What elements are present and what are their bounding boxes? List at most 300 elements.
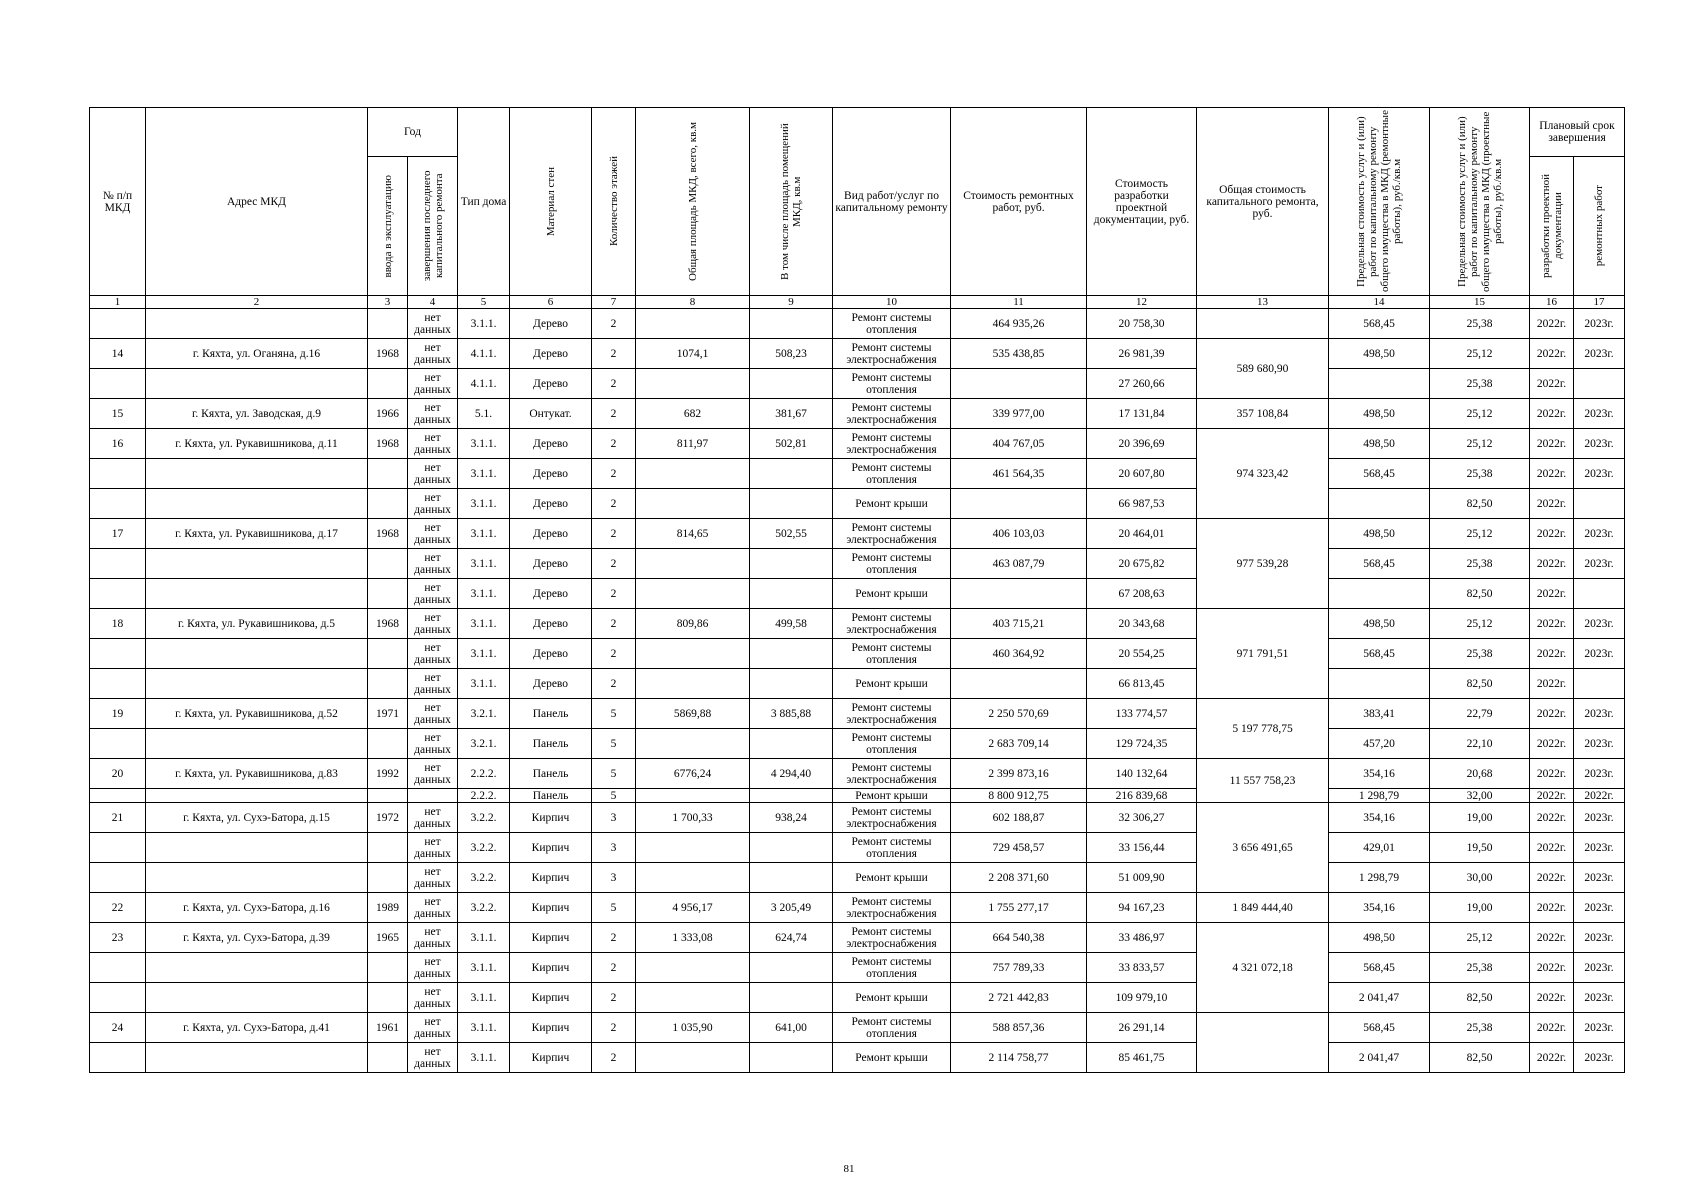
cell-floor-count: 2 xyxy=(592,579,636,609)
cell-address xyxy=(146,489,368,519)
cell-floor-count: 2 xyxy=(592,669,636,699)
cell-year-last-repair: нет данных xyxy=(408,429,458,459)
table-row xyxy=(90,923,1625,953)
column-number: 16 xyxy=(1530,296,1574,309)
cell-total-cost: 977 539,28 xyxy=(1197,519,1329,609)
cell-year-commissioned xyxy=(368,459,408,489)
column-number: 12 xyxy=(1087,296,1197,309)
col-header-plan-repair: ремонтных работ xyxy=(1574,157,1625,296)
cell-plan-repair-year: 2023г. xyxy=(1574,339,1625,369)
cell-work-type: Ремонт крыши xyxy=(833,863,951,893)
cell-total-area: 1 700,33 xyxy=(636,803,750,833)
cell-limit-repair: 498,50 xyxy=(1329,339,1430,369)
cell-floor-count: 3 xyxy=(592,863,636,893)
cell-year-last-repair: нет данных xyxy=(408,399,458,429)
cell-floor-count: 3 xyxy=(592,803,636,833)
cell-house-type: 3.2.1. xyxy=(458,729,510,759)
cell-row-number: 19 xyxy=(90,699,146,729)
cell-year-last-repair: нет данных xyxy=(408,369,458,399)
column-number: 2 xyxy=(146,296,368,309)
cell-plan-design-year: 2022г. xyxy=(1530,639,1574,669)
cell-year-last-repair: нет данных xyxy=(408,953,458,983)
cell-repair-cost: 339 977,00 xyxy=(951,399,1087,429)
cell-address xyxy=(146,729,368,759)
cell-plan-repair-year: 2023г. xyxy=(1574,459,1625,489)
cell-limit-design: 22,10 xyxy=(1430,729,1530,759)
cell-repair-cost: 757 789,33 xyxy=(951,953,1087,983)
cell-row-number: 14 xyxy=(90,339,146,369)
cell-wall-material: Дерево xyxy=(510,639,592,669)
cell-year-last-repair: нет данных xyxy=(408,893,458,923)
cell-row-number xyxy=(90,729,146,759)
cell-plan-repair-year: 2022г. xyxy=(1574,789,1625,803)
cell-living-area xyxy=(750,669,833,699)
cell-year-last-repair: нет данных xyxy=(408,669,458,699)
cell-wall-material: Дерево xyxy=(510,369,592,399)
cell-design-cost: 140 132,64 xyxy=(1087,759,1197,789)
cell-year-last-repair: нет данных xyxy=(408,459,458,489)
cell-design-cost: 129 724,35 xyxy=(1087,729,1197,759)
cell-wall-material: Кирпич xyxy=(510,1043,592,1073)
cell-plan-repair-year: 2023г. xyxy=(1574,609,1625,639)
table-row xyxy=(90,459,1625,489)
cell-living-area: 508,23 xyxy=(750,339,833,369)
column-number: 5 xyxy=(458,296,510,309)
column-number: 13 xyxy=(1197,296,1329,309)
cell-plan-design-year: 2022г. xyxy=(1530,893,1574,923)
cell-living-area xyxy=(750,953,833,983)
cell-year-last-repair: нет данных xyxy=(408,1013,458,1043)
cell-limit-design: 32,00 xyxy=(1430,789,1530,803)
cell-address xyxy=(146,1043,368,1073)
cell-repair-cost: 2 721 442,83 xyxy=(951,983,1087,1013)
cell-limit-repair xyxy=(1329,369,1430,399)
cell-plan-repair-year: 2023г. xyxy=(1574,699,1625,729)
cell-limit-repair: 1 298,79 xyxy=(1329,863,1430,893)
cell-year-last-repair: нет данных xyxy=(408,579,458,609)
cell-limit-design: 19,00 xyxy=(1430,803,1530,833)
cell-address xyxy=(146,669,368,699)
cell-plan-repair-year: 2023г. xyxy=(1574,833,1625,863)
cell-year-last-repair xyxy=(408,789,458,803)
table-row xyxy=(90,729,1625,759)
cell-repair-cost: 729 458,57 xyxy=(951,833,1087,863)
cell-address: г. Кяхта, ул. Рукавишникова, д.11 xyxy=(146,429,368,459)
cell-wall-material: Кирпич xyxy=(510,983,592,1013)
cell-floor-count: 2 xyxy=(592,369,636,399)
cell-work-type: Ремонт системы электроснабжения xyxy=(833,923,951,953)
cell-address xyxy=(146,459,368,489)
table-row xyxy=(90,369,1625,399)
cell-address xyxy=(146,579,368,609)
cell-living-area: 499,58 xyxy=(750,609,833,639)
cell-year-commissioned xyxy=(368,833,408,863)
cell-year-last-repair: нет данных xyxy=(408,519,458,549)
cell-plan-design-year: 2022г. xyxy=(1530,429,1574,459)
cell-living-area xyxy=(750,863,833,893)
cell-wall-material: Дерево xyxy=(510,309,592,339)
cell-floor-count: 2 xyxy=(592,1043,636,1073)
cell-house-type: 3.1.1. xyxy=(458,1013,510,1043)
cell-year-commissioned: 1972 xyxy=(368,803,408,833)
cell-address xyxy=(146,309,368,339)
cell-row-number xyxy=(90,1043,146,1073)
cell-house-type: 3.1.1. xyxy=(458,309,510,339)
cell-address xyxy=(146,639,368,669)
cell-limit-design: 25,12 xyxy=(1430,923,1530,953)
cell-repair-cost: 664 540,38 xyxy=(951,923,1087,953)
cell-repair-cost: 588 857,36 xyxy=(951,1013,1087,1043)
cell-repair-cost xyxy=(951,489,1087,519)
table-row xyxy=(90,579,1625,609)
cell-floor-count: 2 xyxy=(592,429,636,459)
cell-work-type: Ремонт крыши xyxy=(833,669,951,699)
column-number: 9 xyxy=(750,296,833,309)
cell-limit-repair: 354,16 xyxy=(1329,893,1430,923)
cell-total-cost xyxy=(1197,1013,1329,1073)
cell-row-number xyxy=(90,309,146,339)
cell-wall-material: Кирпич xyxy=(510,863,592,893)
cell-floor-count: 2 xyxy=(592,339,636,369)
cell-row-number xyxy=(90,863,146,893)
cell-year-last-repair: нет данных xyxy=(408,863,458,893)
cell-year-commissioned: 1968 xyxy=(368,519,408,549)
cell-living-area xyxy=(750,459,833,489)
cell-row-number xyxy=(90,639,146,669)
table-row xyxy=(90,893,1625,923)
cell-address xyxy=(146,953,368,983)
cell-limit-design: 25,38 xyxy=(1430,953,1530,983)
cell-floor-count: 2 xyxy=(592,549,636,579)
cell-work-type: Ремонт системы электроснабжения xyxy=(833,339,951,369)
cell-house-type: 4.1.1. xyxy=(458,339,510,369)
cell-design-cost: 51 009,90 xyxy=(1087,863,1197,893)
col-header-plan-design: разработки проектной документации xyxy=(1530,157,1574,296)
cell-year-commissioned xyxy=(368,369,408,399)
cell-work-type: Ремонт системы электроснабжения xyxy=(833,429,951,459)
cell-repair-cost: 461 564,35 xyxy=(951,459,1087,489)
cell-plan-repair-year: 2023г. xyxy=(1574,953,1625,983)
col-header-design-cost: Стоимость разработки проектной документации, руб. xyxy=(1087,108,1197,296)
cell-total-area xyxy=(636,459,750,489)
cell-row-number xyxy=(90,549,146,579)
table-row xyxy=(90,399,1625,429)
cell-plan-repair-year: 2023г. xyxy=(1574,893,1625,923)
cell-plan-repair-year: 2023г. xyxy=(1574,1043,1625,1073)
table-row xyxy=(90,489,1625,519)
column-number: 4 xyxy=(408,296,458,309)
table-row xyxy=(90,669,1625,699)
cell-design-cost: 20 675,82 xyxy=(1087,549,1197,579)
cell-year-last-repair: нет данных xyxy=(408,609,458,639)
table-row xyxy=(90,429,1625,459)
cell-living-area xyxy=(750,489,833,519)
cell-limit-repair: 1 298,79 xyxy=(1329,789,1430,803)
cell-limit-design: 25,38 xyxy=(1430,639,1530,669)
cell-house-type: 3.1.1. xyxy=(458,549,510,579)
cell-living-area: 3 205,49 xyxy=(750,893,833,923)
cell-address: г. Кяхта, ул. Рукавишникова, д.83 xyxy=(146,759,368,789)
cell-year-commissioned: 1971 xyxy=(368,699,408,729)
cell-floor-count: 5 xyxy=(592,729,636,759)
col-header-year-in: ввода в эксплуатацию xyxy=(368,157,408,296)
cell-house-type: 3.1.1. xyxy=(458,489,510,519)
cell-repair-cost: 535 438,85 xyxy=(951,339,1087,369)
cell-address: г. Кяхта, ул. Сухэ-Батора, д.16 xyxy=(146,893,368,923)
cell-year-commissioned: 1989 xyxy=(368,893,408,923)
cell-year-last-repair: нет данных xyxy=(408,983,458,1013)
cell-design-cost: 109 979,10 xyxy=(1087,983,1197,1013)
cell-house-type: 3.1.1. xyxy=(458,1043,510,1073)
cell-year-commissioned: 1965 xyxy=(368,923,408,953)
cell-design-cost: 20 464,01 xyxy=(1087,519,1197,549)
col-header-total-cost: Общая стоимость капитального ремонта, руб. xyxy=(1197,108,1329,296)
cell-limit-design: 25,12 xyxy=(1430,429,1530,459)
col-header-limit-repair: Предельная стоимость услуг и (или) работ по капитальному ремонту общего имущества в МКД (ремонтные работы), руб./кв.м xyxy=(1329,108,1430,296)
cell-limit-design: 22,79 xyxy=(1430,699,1530,729)
cell-work-type: Ремонт крыши xyxy=(833,1043,951,1073)
col-header-wall-material: Материал стен xyxy=(510,108,592,296)
cell-work-type: Ремонт системы отопления xyxy=(833,639,951,669)
cell-row-number: 21 xyxy=(90,803,146,833)
cell-wall-material: Панель xyxy=(510,729,592,759)
cell-plan-design-year: 2022г. xyxy=(1530,369,1574,399)
cell-work-type: Ремонт системы электроснабжения xyxy=(833,803,951,833)
cell-year-commissioned xyxy=(368,489,408,519)
cell-work-type: Ремонт системы отопления xyxy=(833,549,951,579)
col-header-living-area: В том числе площадь помещений МКД, кв.м xyxy=(750,108,833,296)
cell-row-number xyxy=(90,459,146,489)
cell-year-last-repair: нет данных xyxy=(408,339,458,369)
cell-wall-material: Дерево xyxy=(510,519,592,549)
cell-limit-design: 25,12 xyxy=(1430,519,1530,549)
cell-repair-cost: 602 188,87 xyxy=(951,803,1087,833)
cell-address: г. Кяхта, ул. Рукавишникова, д.17 xyxy=(146,519,368,549)
cell-house-type: 3.1.1. xyxy=(458,983,510,1013)
column-number: 8 xyxy=(636,296,750,309)
cell-work-type: Ремонт системы электроснабжения xyxy=(833,759,951,789)
cell-work-type: Ремонт системы отопления xyxy=(833,309,951,339)
cell-address xyxy=(146,863,368,893)
cell-work-type: Ремонт системы отопления xyxy=(833,369,951,399)
cell-total-area: 1 333,08 xyxy=(636,923,750,953)
table-row xyxy=(90,339,1625,369)
cell-address xyxy=(146,789,368,803)
column-number: 3 xyxy=(368,296,408,309)
cell-repair-cost: 2 114 758,77 xyxy=(951,1043,1087,1073)
cell-plan-repair-year: 2023г. xyxy=(1574,803,1625,833)
cell-living-area xyxy=(750,639,833,669)
cell-floor-count: 2 xyxy=(592,309,636,339)
cell-house-type: 5.1. xyxy=(458,399,510,429)
column-number: 14 xyxy=(1329,296,1430,309)
col-header-year-last: завершения последнего капитального ремонта xyxy=(408,157,458,296)
cell-total-cost xyxy=(1197,309,1329,339)
cell-row-number: 23 xyxy=(90,923,146,953)
cell-total-area xyxy=(636,983,750,1013)
cell-plan-repair-year: 2023г. xyxy=(1574,729,1625,759)
cell-total-area xyxy=(636,1043,750,1073)
cell-work-type: Ремонт системы отопления xyxy=(833,833,951,863)
cell-design-cost: 20 607,80 xyxy=(1087,459,1197,489)
cell-repair-cost: 464 935,26 xyxy=(951,309,1087,339)
cell-limit-design: 25,38 xyxy=(1430,549,1530,579)
cell-floor-count: 2 xyxy=(592,953,636,983)
cell-repair-cost xyxy=(951,579,1087,609)
cell-plan-design-year: 2022г. xyxy=(1530,983,1574,1013)
cell-design-cost: 67 208,63 xyxy=(1087,579,1197,609)
cell-house-type: 3.1.1. xyxy=(458,639,510,669)
cell-plan-repair-year xyxy=(1574,669,1625,699)
cell-plan-design-year: 2022г. xyxy=(1530,459,1574,489)
cell-work-type: Ремонт системы отопления xyxy=(833,729,951,759)
cell-year-commissioned xyxy=(368,639,408,669)
cell-limit-design: 19,00 xyxy=(1430,893,1530,923)
cell-house-type: 3.1.1. xyxy=(458,579,510,609)
page-number: 81 xyxy=(843,1163,855,1175)
cell-living-area: 502,55 xyxy=(750,519,833,549)
cell-row-number xyxy=(90,833,146,863)
cell-house-type: 4.1.1. xyxy=(458,369,510,399)
cell-row-number xyxy=(90,983,146,1013)
cell-design-cost: 33 486,97 xyxy=(1087,923,1197,953)
cell-limit-design: 82,50 xyxy=(1430,983,1530,1013)
cell-wall-material: Дерево xyxy=(510,429,592,459)
cell-plan-design-year: 2022г. xyxy=(1530,803,1574,833)
cell-wall-material: Кирпич xyxy=(510,1013,592,1043)
cell-limit-design: 82,50 xyxy=(1430,669,1530,699)
cell-floor-count: 2 xyxy=(592,1013,636,1043)
cell-total-cost: 3 656 491,65 xyxy=(1197,803,1329,893)
cell-house-type: 3.2.2. xyxy=(458,863,510,893)
cell-wall-material: Кирпич xyxy=(510,953,592,983)
cell-total-cost: 974 323,42 xyxy=(1197,429,1329,519)
cell-house-type: 3.2.2. xyxy=(458,803,510,833)
cell-year-commissioned xyxy=(368,1043,408,1073)
table-row xyxy=(90,699,1625,729)
cell-design-cost: 94 167,23 xyxy=(1087,893,1197,923)
cell-year-last-repair: нет данных xyxy=(408,923,458,953)
cell-repair-cost: 463 087,79 xyxy=(951,549,1087,579)
cell-year-last-repair: нет данных xyxy=(408,549,458,579)
cell-plan-repair-year: 2023г. xyxy=(1574,519,1625,549)
cell-total-cost: 4 321 072,18 xyxy=(1197,923,1329,1013)
cell-limit-repair: 498,50 xyxy=(1329,609,1430,639)
cell-row-number xyxy=(90,369,146,399)
cell-year-commissioned: 1961 xyxy=(368,1013,408,1043)
cell-limit-repair: 354,16 xyxy=(1329,759,1430,789)
cell-plan-repair-year: 2023г. xyxy=(1574,429,1625,459)
column-number: 1 xyxy=(90,296,146,309)
cell-house-type: 3.1.1. xyxy=(458,429,510,459)
cell-row-number xyxy=(90,489,146,519)
col-header-plan-term: Плановый срок завершения xyxy=(1530,108,1625,157)
cell-floor-count: 2 xyxy=(592,609,636,639)
cell-repair-cost: 8 800 912,75 xyxy=(951,789,1087,803)
cell-living-area xyxy=(750,549,833,579)
cell-plan-design-year: 2022г. xyxy=(1530,519,1574,549)
cell-year-commissioned: 1968 xyxy=(368,609,408,639)
cell-work-type: Ремонт крыши xyxy=(833,489,951,519)
cell-living-area xyxy=(750,1043,833,1073)
cell-limit-repair: 568,45 xyxy=(1329,953,1430,983)
cell-plan-design-year: 2022г. xyxy=(1530,1013,1574,1043)
cell-plan-repair-year: 2023г. xyxy=(1574,923,1625,953)
col-header-repair-cost: Стоимость ремонтных работ, руб. xyxy=(951,108,1087,296)
cell-limit-design: 82,50 xyxy=(1430,1043,1530,1073)
cell-limit-repair: 354,16 xyxy=(1329,803,1430,833)
cell-house-type: 3.1.1. xyxy=(458,669,510,699)
cell-floor-count: 2 xyxy=(592,923,636,953)
cell-year-commissioned xyxy=(368,549,408,579)
cell-address xyxy=(146,549,368,579)
col-header-work-type: Вид работ/услуг по капитальному ремонту xyxy=(833,108,951,296)
column-number: 10 xyxy=(833,296,951,309)
cell-total-area: 6776,24 xyxy=(636,759,750,789)
cell-plan-design-year: 2022г. xyxy=(1530,489,1574,519)
table-row xyxy=(90,759,1625,789)
col-header-floors: Количество этажей xyxy=(592,108,636,296)
cell-year-last-repair: нет данных xyxy=(408,489,458,519)
cell-floor-count: 3 xyxy=(592,833,636,863)
cell-limit-repair: 2 041,47 xyxy=(1329,983,1430,1013)
cell-wall-material: Панель xyxy=(510,759,592,789)
cell-design-cost: 32 306,27 xyxy=(1087,803,1197,833)
cell-year-last-repair: нет данных xyxy=(408,1043,458,1073)
cell-plan-design-year: 2022г. xyxy=(1530,699,1574,729)
cell-floor-count: 5 xyxy=(592,699,636,729)
cell-work-type: Ремонт системы электроснабжения xyxy=(833,399,951,429)
cell-design-cost: 27 260,66 xyxy=(1087,369,1197,399)
cell-plan-design-year: 2022г. xyxy=(1530,833,1574,863)
cell-total-cost: 11 557 758,23 xyxy=(1197,759,1329,803)
col-header-num: № п/п МКД xyxy=(90,108,146,296)
cell-repair-cost: 404 767,05 xyxy=(951,429,1087,459)
cell-house-type: 3.2.1. xyxy=(458,699,510,729)
cell-design-cost: 17 131,84 xyxy=(1087,399,1197,429)
cell-year-commissioned xyxy=(368,729,408,759)
cell-work-type: Ремонт системы отопления xyxy=(833,1013,951,1043)
cell-total-area xyxy=(636,489,750,519)
cell-total-cost: 5 197 778,75 xyxy=(1197,699,1329,759)
cell-year-commissioned: 1968 xyxy=(368,429,408,459)
cell-wall-material: Дерево xyxy=(510,549,592,579)
cell-plan-design-year: 2022г. xyxy=(1530,953,1574,983)
cell-limit-design: 30,00 xyxy=(1430,863,1530,893)
cell-row-number xyxy=(90,789,146,803)
cell-year-last-repair: нет данных xyxy=(408,699,458,729)
cell-total-area xyxy=(636,309,750,339)
cell-living-area xyxy=(750,983,833,1013)
cell-year-commissioned: 1966 xyxy=(368,399,408,429)
cell-repair-cost xyxy=(951,369,1087,399)
cell-total-area: 682 xyxy=(636,399,750,429)
capital-repair-table xyxy=(89,107,1625,1073)
cell-house-type: 3.1.1. xyxy=(458,923,510,953)
table-row xyxy=(90,519,1625,549)
cell-year-commissioned xyxy=(368,789,408,803)
cell-plan-repair-year: 2023г. xyxy=(1574,309,1625,339)
table-row xyxy=(90,639,1625,669)
cell-total-area xyxy=(636,549,750,579)
cell-wall-material: Панель xyxy=(510,789,592,803)
cell-wall-material: Дерево xyxy=(510,489,592,519)
cell-total-area: 1 035,90 xyxy=(636,1013,750,1043)
cell-house-type: 2.2.2. xyxy=(458,789,510,803)
cell-plan-design-year: 2022г. xyxy=(1530,923,1574,953)
cell-work-type: Ремонт системы отопления xyxy=(833,953,951,983)
cell-work-type: Ремонт системы электроснабжения xyxy=(833,609,951,639)
